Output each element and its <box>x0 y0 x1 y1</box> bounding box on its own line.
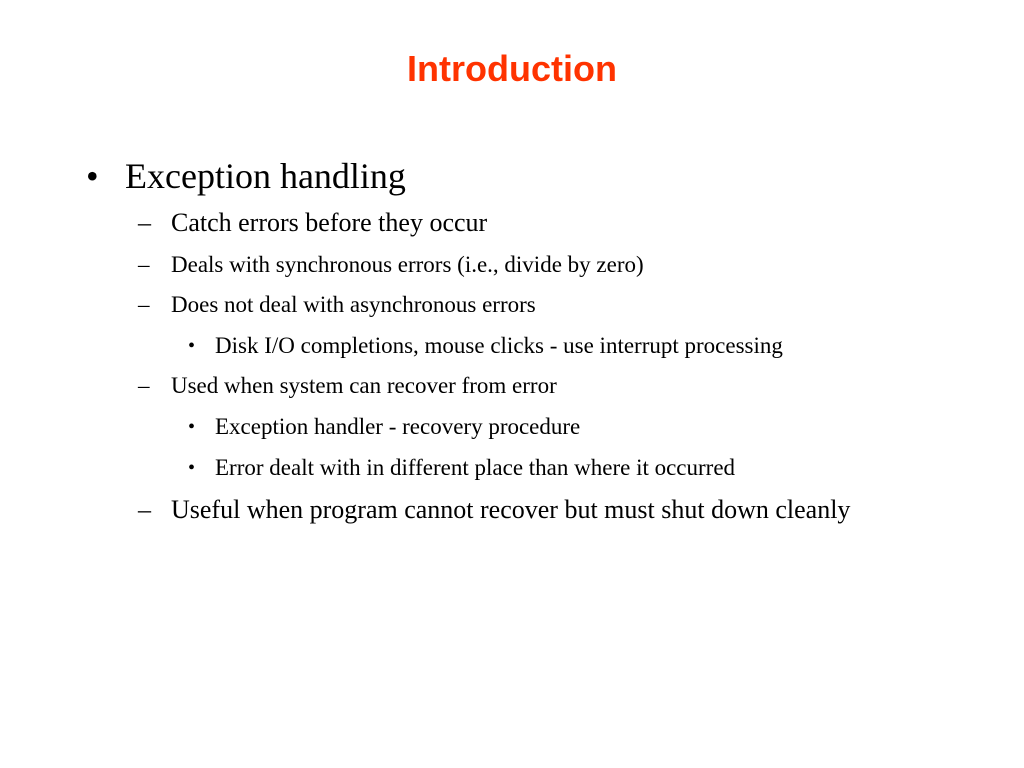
sub-bullet-asynchronous-errors <box>0 289 1000 321</box>
sub-sub-bullet-error-dealt-with <box>0 452 1000 484</box>
sub-bullet-recover-from-error <box>0 370 1000 402</box>
dash-marker: – <box>138 208 151 237</box>
bullet-exception-handling <box>0 152 1000 200</box>
dash-marker: – <box>138 252 150 277</box>
sub-bullet-text: Used when system can recover from error <box>171 373 557 398</box>
sub-bullet-text: Deals with synchronous errors (i.e., divide by zero) <box>171 252 644 277</box>
bullet-marker: • <box>188 457 196 479</box>
sub-bullet-text: Does not deal with asynchronous errors <box>171 292 536 317</box>
sub-bullet-text: Useful when program cannot recover but must shut down cleanly <box>171 495 851 524</box>
dash-marker: – <box>138 495 151 524</box>
bullet-text: Exception handling <box>125 156 406 196</box>
sub-sub-bullet-text: Disk I/O completions, mouse clicks - use interrupt processing <box>215 333 783 358</box>
sub-bullet-synchronous-errors <box>0 249 1000 281</box>
sub-sub-bullet-disk-io <box>0 330 1000 362</box>
bullet-marker: • <box>188 416 196 438</box>
sub-sub-bullet-text: Exception handler - recovery procedure <box>215 414 581 439</box>
dash-marker: – <box>138 292 150 317</box>
dash-marker: – <box>138 373 150 398</box>
bullet-marker: • <box>86 156 99 196</box>
sub-sub-bullet-text: Error dealt with in different place than where it occurred <box>215 455 736 480</box>
sub-sub-bullet-exception-handler <box>0 411 1000 443</box>
sub-bullet-shut-down-cleanly <box>0 492 891 528</box>
sub-bullet-text: Catch errors before they occur <box>171 208 488 237</box>
slide-content <box>0 152 1000 528</box>
bullet-marker: • <box>188 335 196 357</box>
slide-title: Introduction <box>407 48 617 89</box>
sub-bullet-catch-errors <box>0 205 1000 241</box>
